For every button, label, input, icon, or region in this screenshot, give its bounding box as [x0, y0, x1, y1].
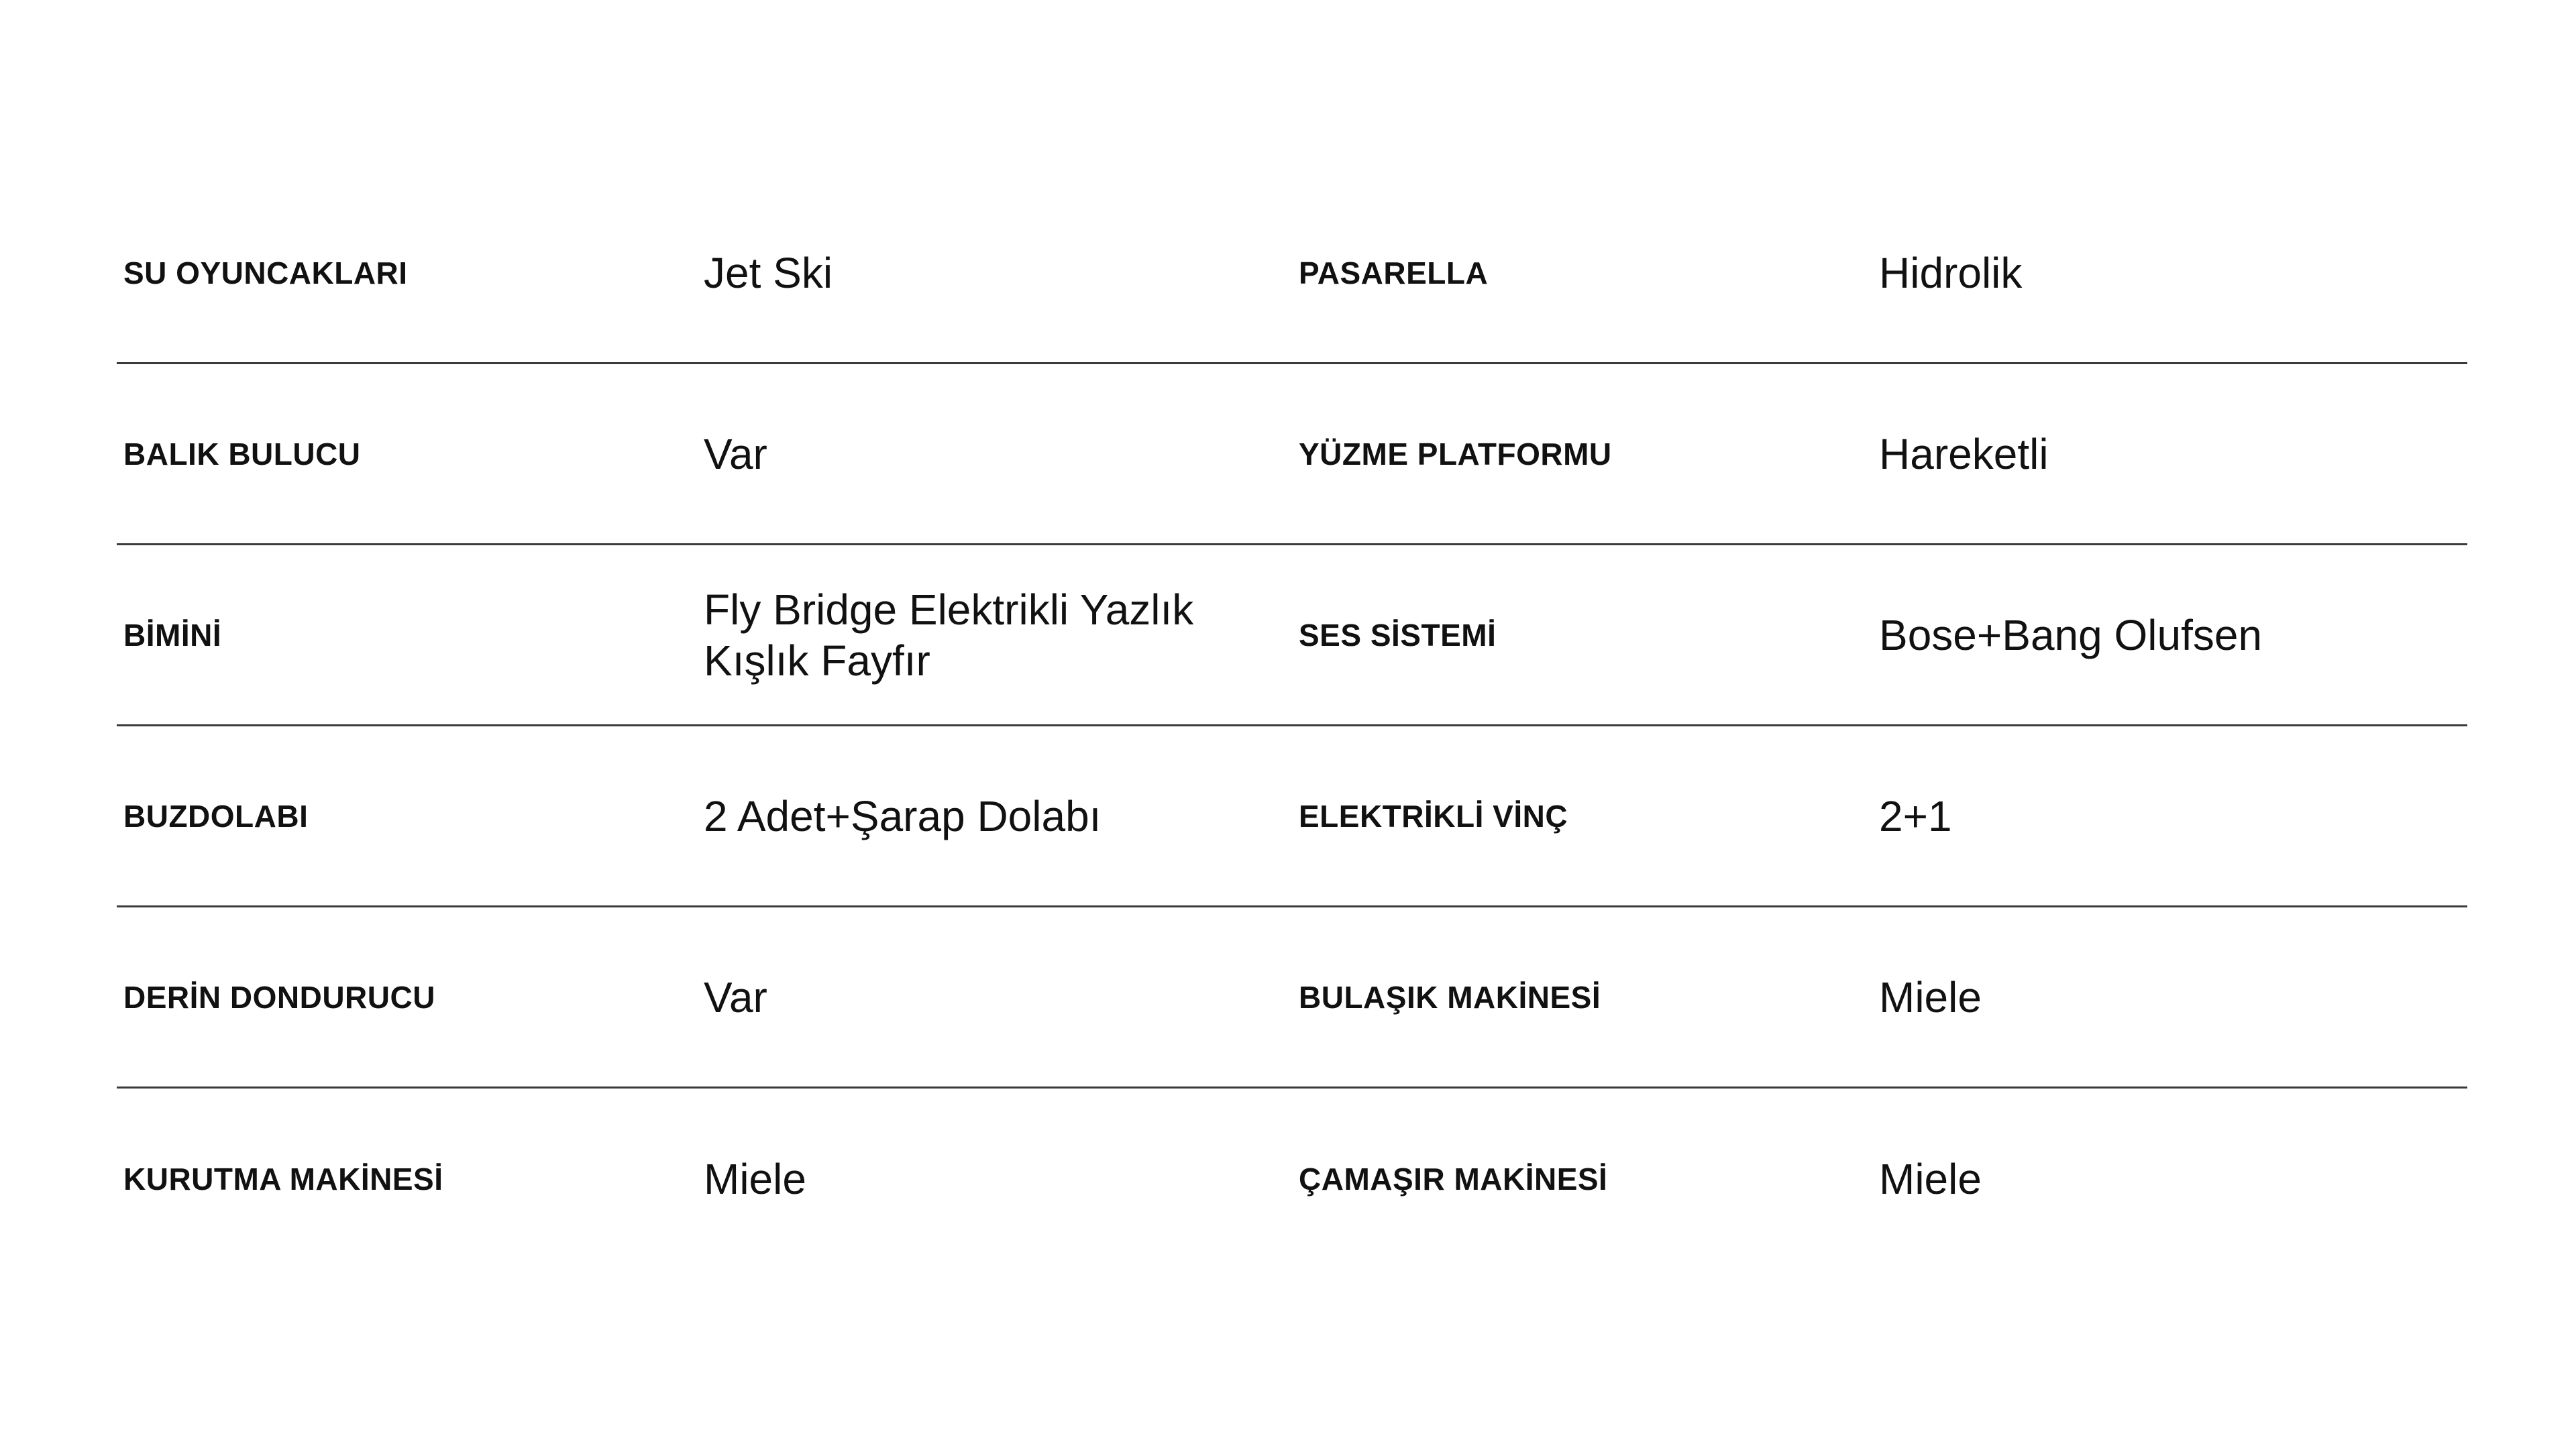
spec-value: Miele — [704, 1155, 806, 1203]
spec-value: Hareketli — [1879, 429, 2049, 478]
spec-row-fish-finder — [117, 364, 2467, 545]
spec-row-dryer — [117, 1089, 2467, 1270]
spec-value: Bose+Bang Olufsen — [1879, 610, 2263, 659]
spec-value: Miele — [1879, 1155, 1982, 1203]
spec-value: Miele — [1879, 972, 1982, 1021]
spec-label: YÜZME PLATFORMU — [1299, 436, 1612, 471]
spec-label: BUZDOLABI — [123, 798, 309, 834]
spec-value: 2 Adet+Şarap Dolabı — [704, 791, 1102, 840]
spec-label: PASARELLA — [1299, 255, 1489, 290]
spec-row-water-toys — [117, 183, 2467, 364]
spec-label: DERİN DONDURUCU — [123, 979, 435, 1015]
spec-label: ÇAMAŞIR MAKİNESİ — [1299, 1162, 1608, 1196]
spec-row-bimini — [117, 545, 2467, 726]
spec-label: ELEKTRİKLİ VİNÇ — [1299, 798, 1568, 834]
spec-row-freezer — [117, 907, 2467, 1089]
spec-row-fridge — [117, 726, 2467, 907]
spec-value: Fly Bridge Elektrikli Yazlık Kışlık Fayfır — [704, 585, 1194, 685]
spec-value: Hidrolik — [1879, 248, 2023, 297]
spec-label: SU OYUNCAKLARI — [123, 255, 408, 290]
spec-label: BİMİNİ — [123, 617, 222, 653]
spec-label: SES SİSTEMİ — [1299, 617, 1497, 653]
spec-label: BALIK BULUCU — [123, 436, 361, 471]
spec-label: KURUTMA MAKİNESİ — [123, 1162, 443, 1196]
spec-value: 2+1 — [1879, 791, 1952, 840]
spec-value: Var — [704, 972, 767, 1021]
spec-value: Var — [704, 429, 767, 478]
spec-table — [117, 183, 2467, 1270]
spec-value: Jet Ski — [704, 248, 833, 297]
spec-label: BULAŞIK MAKİNESİ — [1299, 979, 1601, 1015]
